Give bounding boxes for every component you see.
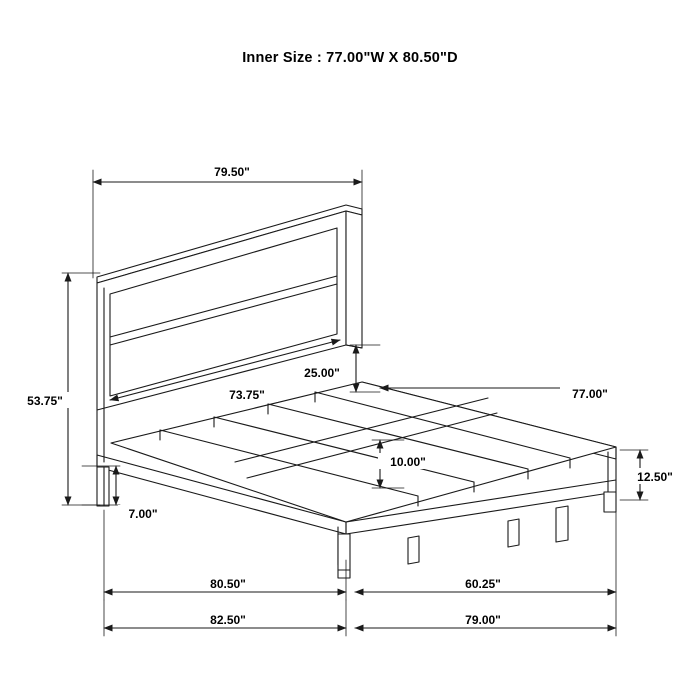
page-title: Inner Size : 77.00"W X 80.50"D [242, 50, 458, 66]
dimension-bed-depth-inner: 60.25" [465, 577, 501, 591]
dimension-headboard-width: 79.50" [214, 165, 250, 179]
dimension-side-rail-height: 12.50" [637, 470, 673, 484]
dimension-headboard-panel-height: 25.00" [304, 366, 340, 380]
dimension-clearance-height: 7.00" [128, 507, 158, 521]
dimension-bed-depth-right: 77.00" [572, 387, 608, 401]
dimension-mattress-width-inner: 73.75" [229, 388, 265, 402]
dimension-bed-length-outer: 82.50" [210, 613, 246, 627]
dimension-headboard-height: 53.75" [27, 394, 63, 408]
dimension-bed-depth-outer: 79.00" [465, 613, 501, 627]
dimension-deck-height: 10.00" [390, 455, 426, 469]
dimension-bed-length-inner: 80.50" [210, 577, 246, 591]
